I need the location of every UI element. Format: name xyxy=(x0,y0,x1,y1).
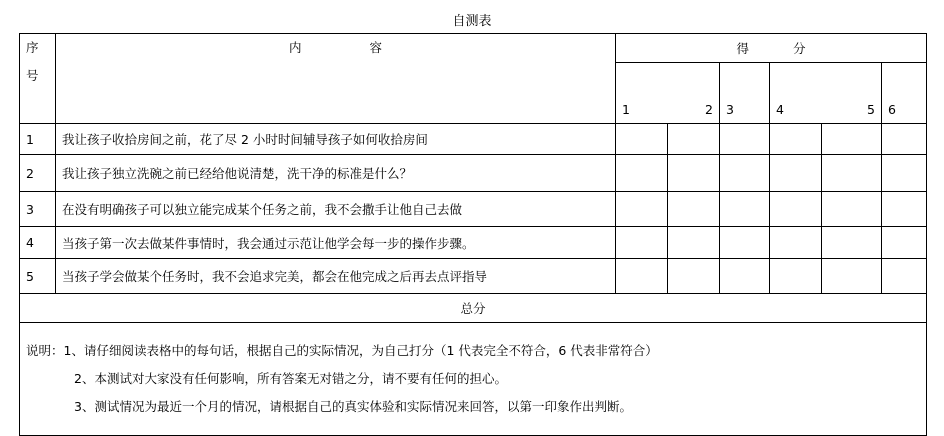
row-number: 2 xyxy=(20,155,56,192)
instruction-line-3: 3、测试情况为最近一个月的情况，请根据自己的真实体验和实际情况来回答，以第一印象作出判断。 xyxy=(74,399,632,414)
content-header-char1: 内 xyxy=(289,40,302,55)
score-header-1-2 xyxy=(616,63,720,124)
score-cell[interactable] xyxy=(882,259,927,294)
score-cell[interactable] xyxy=(720,192,770,227)
seq-header-line1: 序 xyxy=(26,40,39,55)
seq-header-line2: 号 xyxy=(26,68,39,83)
score-cell[interactable] xyxy=(770,155,822,192)
score-cell[interactable] xyxy=(770,192,822,227)
score-header-6 xyxy=(882,63,927,124)
score-cell[interactable] xyxy=(668,259,720,294)
total-score-row: 总分 xyxy=(20,294,927,323)
score-cell[interactable] xyxy=(770,227,822,259)
score-cell[interactable] xyxy=(616,259,668,294)
row-statement: 我让孩子收拾房间之前，花了尽 2 小时时间辅导孩子如何收拾房间 xyxy=(56,124,616,155)
row-statement: 当孩子第一次去做某件事情时，我会通过示范让他学会每一步的操作步骤。 xyxy=(56,227,616,259)
seq-header xyxy=(20,34,56,124)
score-cell[interactable] xyxy=(720,124,770,155)
score-cell[interactable] xyxy=(882,227,927,259)
score-cell[interactable] xyxy=(882,124,927,155)
row-number: 1 xyxy=(20,124,56,155)
score-cell[interactable] xyxy=(882,192,927,227)
row-statement: 我让孩子独立洗碗之前已经给他说清楚，洗干净的标准是什么？ xyxy=(56,155,616,192)
instruction-line-2: 2、本测试对大家没有任何影响，所有答案无对错之分，请不要有任何的担心。 xyxy=(74,371,507,386)
score-cell[interactable] xyxy=(822,124,882,155)
score-cell[interactable] xyxy=(668,155,720,192)
score-cell[interactable] xyxy=(770,259,822,294)
self-test-table xyxy=(19,33,927,436)
row-number: 5 xyxy=(20,259,56,294)
score-cell[interactable] xyxy=(668,192,720,227)
score-cell[interactable] xyxy=(616,155,668,192)
score-cell[interactable] xyxy=(720,259,770,294)
row-statement: 当孩子学会做某个任务时，我不会追求完美，都会在他完成之后再去点评指导 xyxy=(56,259,616,294)
score-header-4-5 xyxy=(770,63,882,124)
content-header-char2: 容 xyxy=(369,40,382,55)
score-header-char2: 分 xyxy=(793,41,806,56)
row-number: 3 xyxy=(20,192,56,227)
score-cell[interactable] xyxy=(616,124,668,155)
score-cell[interactable] xyxy=(822,155,882,192)
score-header xyxy=(616,34,927,63)
score-cell[interactable] xyxy=(668,227,720,259)
score-cell[interactable] xyxy=(720,155,770,192)
page-title: 自测表 xyxy=(452,14,492,29)
table-row xyxy=(20,192,927,227)
score-label-5: 5 xyxy=(867,102,875,117)
score-cell[interactable] xyxy=(720,227,770,259)
score-label-4: 4 xyxy=(776,102,784,117)
score-label-1: 1 xyxy=(622,102,630,117)
score-label-3: 3 xyxy=(726,102,734,117)
score-cell[interactable] xyxy=(822,259,882,294)
score-cell[interactable] xyxy=(822,227,882,259)
row-number: 4 xyxy=(20,227,56,259)
score-cell[interactable] xyxy=(668,124,720,155)
table-row xyxy=(20,124,927,155)
score-cell[interactable] xyxy=(770,124,822,155)
score-label-6: 6 xyxy=(888,102,896,117)
score-cell[interactable] xyxy=(616,192,668,227)
score-cell[interactable] xyxy=(822,192,882,227)
content-header xyxy=(56,34,616,124)
table-row xyxy=(20,155,927,192)
score-cell[interactable] xyxy=(616,227,668,259)
score-label-2: 2 xyxy=(705,102,713,117)
score-cell[interactable] xyxy=(882,155,927,192)
score-header-3 xyxy=(720,63,770,124)
table-row xyxy=(20,227,927,259)
instructions xyxy=(20,323,927,436)
instruction-line-1: 说明：1、请仔细阅读表格中的每句话，根据自己的实际情况，为自己打分（1 代表完全不符合，6 代表非常符合） xyxy=(26,343,658,358)
row-statement: 在没有明确孩子可以独立能完成某个任务之前，我不会撒手让他自己去做 xyxy=(56,192,616,227)
table-row xyxy=(20,259,927,294)
score-header-char1: 得 xyxy=(736,41,750,56)
